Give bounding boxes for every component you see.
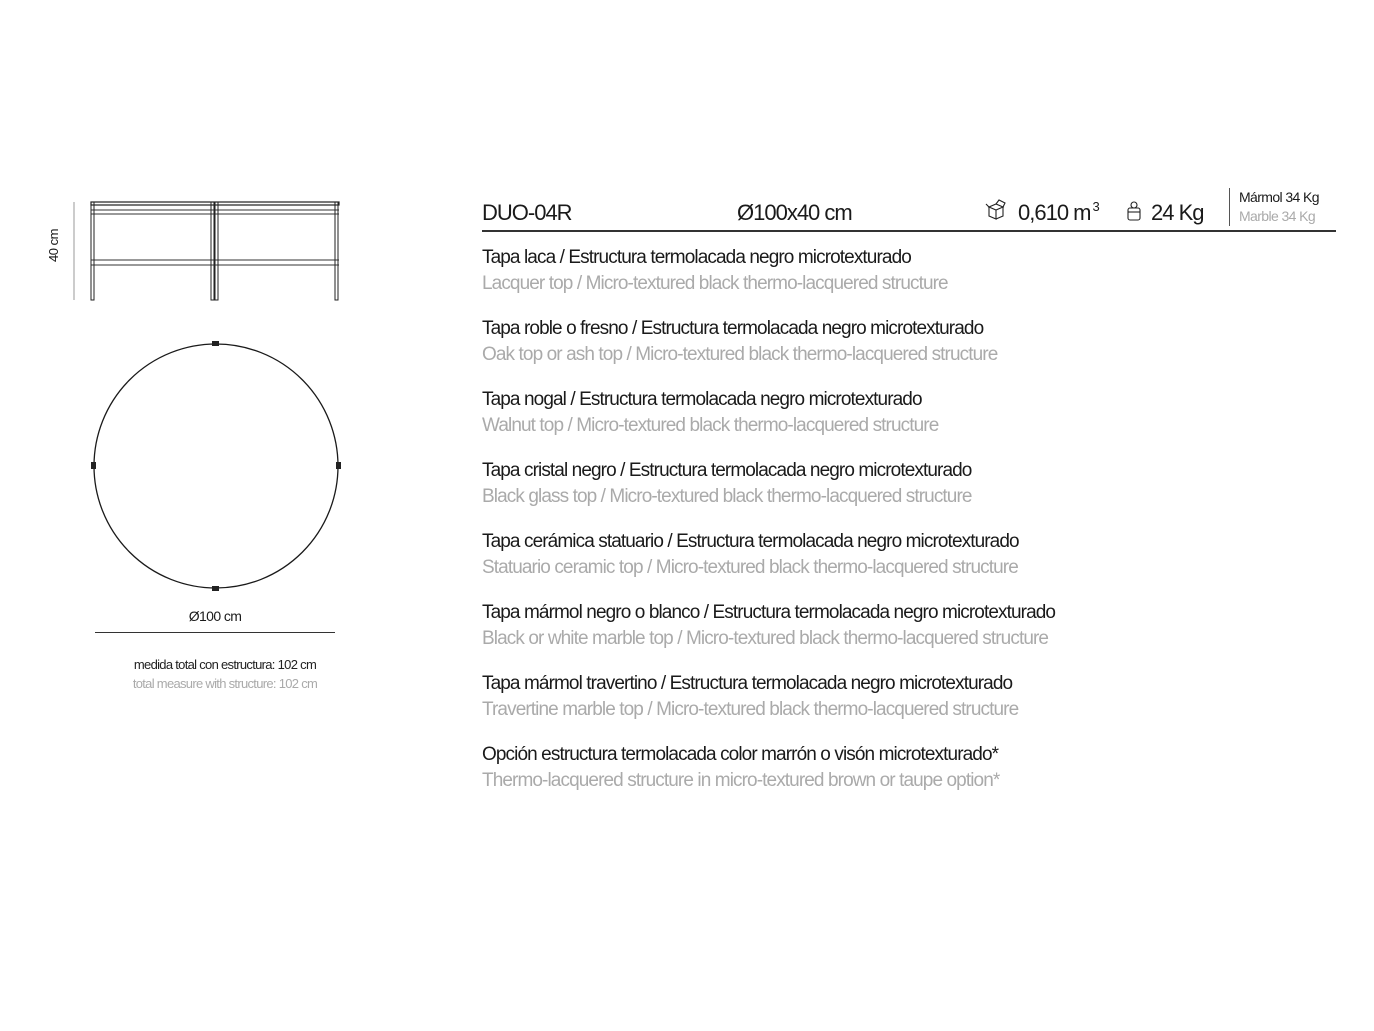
finish-options-list: [482, 245, 1342, 813]
option-es: Tapa nogal / Estructura termolacada negro microtexturado: [482, 389, 922, 410]
option-en: Walnut top / Micro-textured black thermo-lacquered structure: [482, 415, 939, 436]
option-en: Oak top or ash top / Micro-textured black thermo-lacquered structure: [482, 344, 998, 365]
model-code: DUO-04R: [482, 200, 572, 225]
option-en: Lacquer top / Micro-textured black thermo-lacquered structure: [482, 273, 948, 294]
option-item: [482, 387, 1342, 458]
option-es: Tapa mármol travertino / Estructura termolacada negro microtexturado: [482, 673, 1013, 694]
box-icon: [985, 199, 1007, 221]
marble-weight-en: Marble 34 Kg: [1239, 208, 1316, 224]
option-item: [482, 600, 1342, 671]
total-measure-es: medida total con estructura: 102 cm: [133, 657, 317, 672]
option-item: [482, 458, 1342, 529]
option-es: Opción estructura termolacada color marrón o visón microtexturado*: [482, 744, 999, 765]
option-en: Travertine marble top / Micro-textured black thermo-lacquered structure: [482, 699, 1019, 720]
option-item: [482, 316, 1342, 387]
weight-icon: [1125, 200, 1143, 222]
option-en: Statuario ceramic top / Micro-textured black thermo-lacquered structure: [482, 557, 1018, 578]
size-spec: Ø100x40 cm: [737, 200, 852, 225]
side-elevation-drawing: [70, 198, 350, 304]
option-es: Tapa roble o fresno / Estructura termolacada negro microtexturado: [482, 318, 984, 339]
top-view-drawing: [88, 338, 344, 594]
option-item: [482, 742, 1342, 813]
spec-header: [482, 189, 1336, 232]
diameter-dimension-line: [95, 632, 335, 633]
option-en: Thermo-lacquered structure in micro-textured brown or taupe option*: [482, 770, 1000, 791]
marble-weight-es: Mármol 34 Kg: [1239, 189, 1319, 205]
option-item: [482, 671, 1342, 742]
option-es: Tapa mármol negro o blanco / Estructura termolacada negro microtexturado: [482, 602, 1056, 623]
option-es: Tapa cerámica statuario / Estructura termolacada negro microtexturado: [482, 531, 1019, 552]
height-dimension-label: 40 cm: [46, 229, 61, 262]
weight-value: 24 Kg: [1151, 200, 1204, 225]
option-item: [482, 245, 1342, 316]
total-measure-en: total measure with structure: 102 cm: [132, 676, 318, 691]
option-es: Tapa laca / Estructura termolacada negro microtexturado: [482, 247, 911, 268]
volume-value: 0,610 m $^3$: [1018, 199, 1099, 225]
header-rule: [482, 230, 1336, 232]
option-es: Tapa cristal negro / Estructura termolacada negro microtexturado: [482, 460, 972, 481]
header-separator: [1229, 188, 1230, 226]
option-item: [482, 529, 1342, 600]
option-en: Black glass top / Micro-textured black thermo-lacquered structure: [482, 486, 972, 507]
option-en: Black or white marble top / Micro-textured black thermo-lacquered structure: [482, 628, 1049, 649]
diameter-label: Ø100 cm: [188, 608, 242, 624]
